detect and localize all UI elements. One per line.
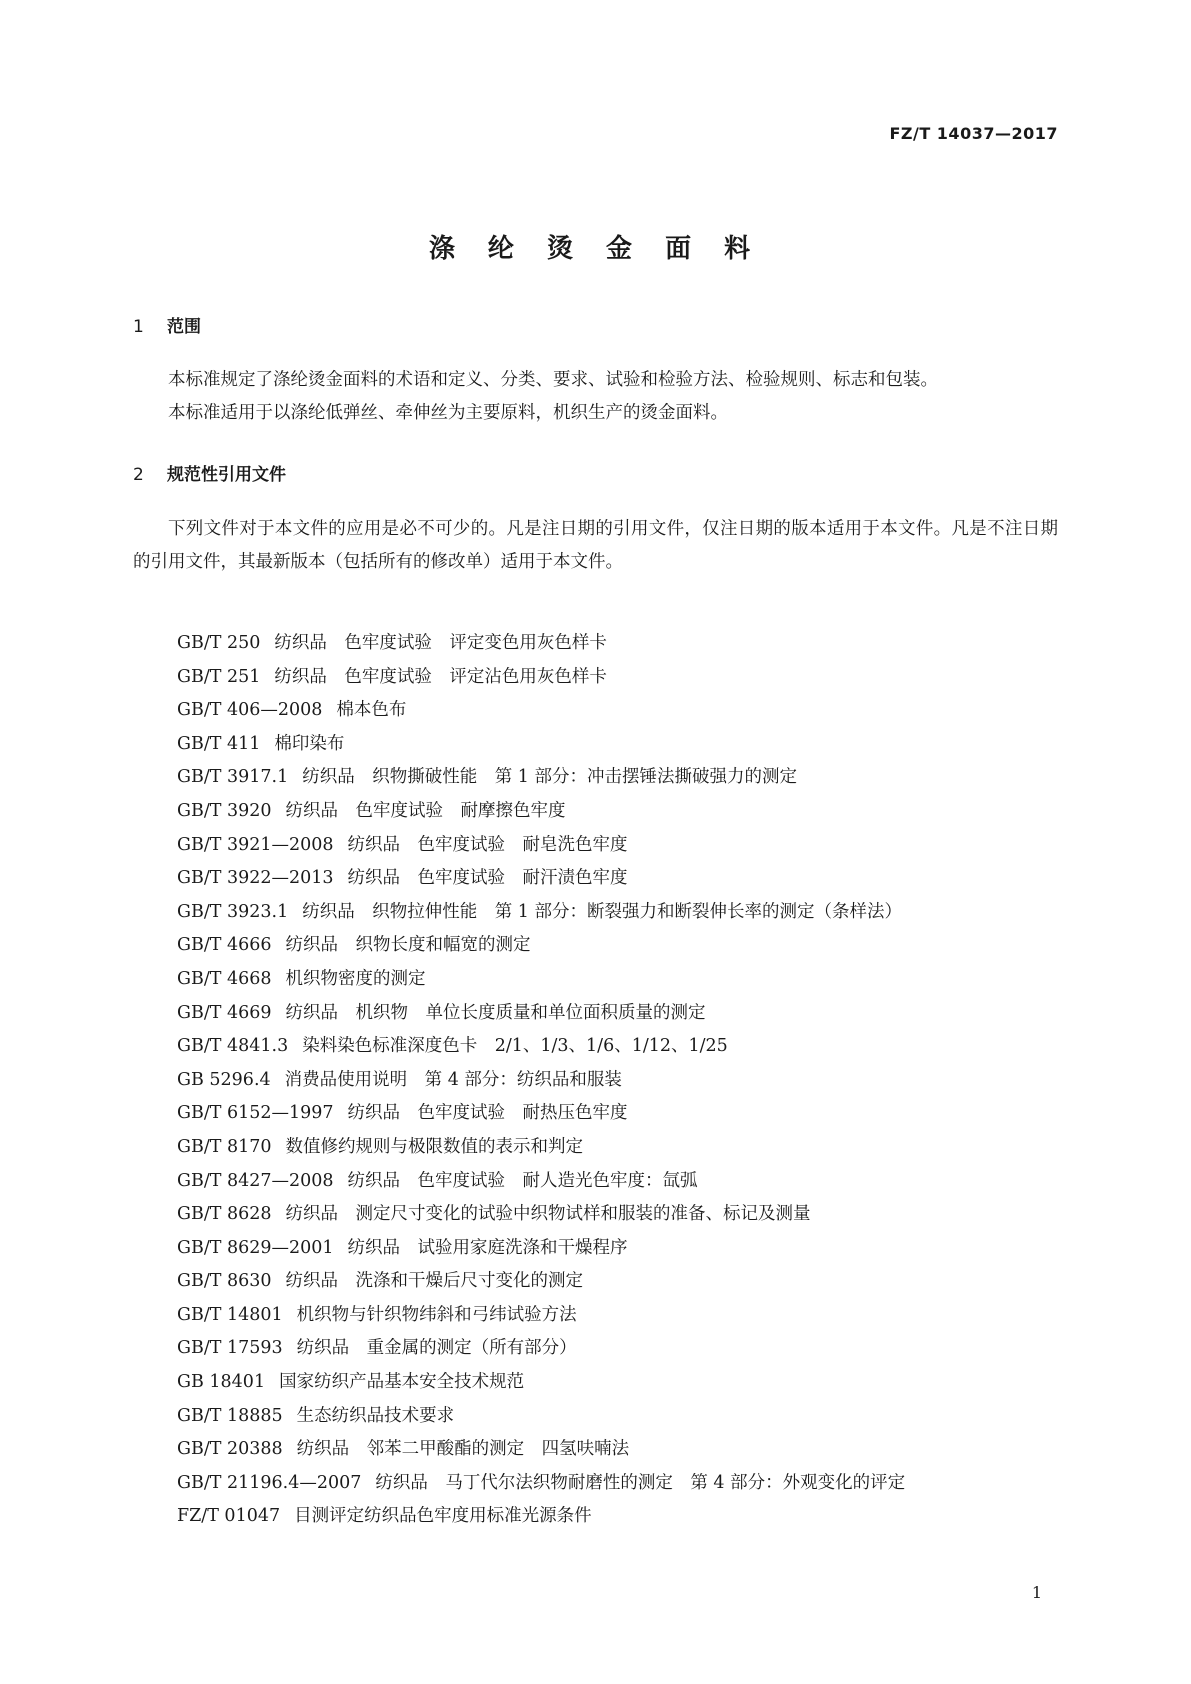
reference-code: GB/T 250	[177, 633, 261, 653]
reference-item	[177, 1433, 905, 1467]
document-title: 涤 纶 烫 金 面 料	[428, 234, 763, 264]
reference-code: GB/T 411	[177, 733, 261, 754]
reference-code: GB/T 4669	[177, 1002, 272, 1023]
section-1-heading	[133, 312, 201, 337]
reference-code: GB/T 8427—2008	[177, 1170, 334, 1191]
section-title: 范围	[167, 317, 201, 337]
reference-title: 纺织品 测定尺寸变化的试验中织物试样和服装的准备、标记及测量	[285, 1204, 811, 1225]
reference-item	[177, 1131, 905, 1165]
reference-item	[177, 929, 905, 963]
reference-title: 棉印染布	[274, 733, 345, 754]
reference-code: GB/T 20388	[177, 1439, 283, 1460]
reference-code: GB/T 6152—1997	[177, 1103, 334, 1124]
reference-code: GB/T 4668	[177, 968, 272, 989]
section-2-heading	[133, 460, 286, 485]
reference-item	[177, 1232, 905, 1266]
reference-code: GB/T 8628	[177, 1204, 272, 1225]
reference-title: 纺织品 马丁代尔法织物耐磨性的测定 第 4 部分：外观变化的评定	[375, 1472, 906, 1493]
reference-title: 纺织品 色牢度试验 耐汗渍色牢度	[347, 868, 628, 889]
reference-title: 目测评定纺织品色牢度用标准光源条件	[294, 1506, 592, 1527]
reference-code: GB/T 3922—2013	[177, 868, 334, 889]
reference-code: GB 5296.4	[177, 1069, 271, 1090]
reference-item	[177, 1165, 905, 1199]
reference-title: 机织物与针织物纬斜和弓纬试验方法	[296, 1304, 577, 1325]
paragraph: 本标准适用于以涤纶低弹丝、牵伸丝为主要原料，机织生产的烫金面料。	[168, 403, 728, 423]
reference-item	[177, 795, 905, 829]
reference-code: GB/T 3920	[177, 800, 272, 821]
reference-code: GB 18401	[177, 1372, 266, 1393]
reference-item	[177, 661, 905, 695]
reference-title: 染料染色标准深度色卡 2/1、1/3、1/6、1/12、1/25	[302, 1036, 728, 1057]
section-1-body	[133, 364, 1058, 430]
section-number: 2	[133, 465, 144, 485]
section-title: 规范性引用文件	[167, 465, 286, 485]
paragraph: 本标准规定了涤纶烫金面料的术语和定义、分类、要求、试验和检验方法、检验规则、标志和包装。	[168, 370, 938, 390]
reference-code: GB/T 3917.1	[177, 767, 289, 788]
reference-title: 纺织品 色牢度试验 耐热压色牢度	[347, 1103, 628, 1124]
reference-code: FZ/T 01047	[177, 1506, 281, 1527]
reference-code: GB/T 406—2008	[177, 700, 323, 721]
reference-title: 纺织品 织物撕破性能 第 1 部分：冲击摆锤法撕破强力的测定	[302, 767, 797, 788]
normative-references-list	[177, 627, 905, 1534]
reference-item	[177, 1030, 905, 1064]
reference-code: GB/T 3923.1	[177, 901, 289, 922]
reference-title: 纺织品 色牢度试验 耐摩擦色牢度	[285, 800, 566, 821]
reference-title: 纺织品 色牢度试验 评定沾色用灰色样卡	[274, 666, 607, 687]
reference-code: GB/T 4666	[177, 935, 272, 956]
reference-title: 纺织品 重金属的测定（所有部分）	[296, 1338, 577, 1359]
reference-title: 纺织品 邻苯二甲酸酯的测定 四氢呋喃法	[296, 1439, 630, 1460]
reference-title: 生态纺织品技术要求	[296, 1405, 455, 1426]
reference-item	[177, 1064, 905, 1098]
reference-item	[177, 862, 905, 896]
reference-code: GB/T 18885	[177, 1405, 283, 1426]
reference-item	[177, 896, 905, 930]
reference-title: 国家纺织产品基本安全技术规范	[279, 1372, 525, 1393]
reference-item	[177, 963, 905, 997]
reference-title: 数值修约规则与极限数值的表示和判定	[285, 1136, 584, 1157]
reference-code: GB/T 3921—2008	[177, 834, 334, 855]
section-2-body	[133, 513, 1058, 579]
paragraph: 下列文件对于本文件的应用是必不可少的。凡是注日期的引用文件，仅注日期的版本适用于本文件。凡是不注日期的引用文件，其最新版本（包括所有的修改单）适用于本文件。	[133, 519, 1058, 572]
reference-item	[177, 1366, 905, 1400]
reference-title: 棉本色布	[336, 700, 407, 721]
reference-item	[177, 997, 905, 1031]
reference-item	[177, 728, 905, 762]
reference-item	[177, 694, 905, 728]
reference-title: 机织物密度的测定	[285, 968, 426, 989]
reference-item	[177, 761, 905, 795]
reference-title: 纺织品 机织物 单位长度质量和单位面积质量的测定	[285, 1002, 706, 1023]
reference-title: 纺织品 织物长度和幅宽的测定	[285, 935, 531, 956]
reference-item	[177, 829, 905, 863]
reference-code: GB/T 21196.4—2007	[177, 1472, 362, 1493]
reference-code: GB/T 8630	[177, 1271, 272, 1292]
reference-code: GB/T 17593	[177, 1338, 283, 1359]
reference-code: GB/T 4841.3	[177, 1036, 289, 1057]
reference-item	[177, 1400, 905, 1434]
reference-code: GB/T 8170	[177, 1136, 272, 1157]
reference-item	[177, 627, 905, 661]
reference-item	[177, 1332, 905, 1366]
reference-item	[177, 1198, 905, 1232]
reference-item	[177, 1467, 905, 1501]
reference-title: 纺织品 色牢度试验 耐人造光色牢度：氙弧	[347, 1170, 698, 1191]
section-number: 1	[133, 317, 144, 337]
standard-code: FZ/T 14037—2017	[889, 124, 1058, 143]
reference-item	[177, 1500, 905, 1534]
reference-item	[177, 1299, 905, 1333]
reference-title: 纺织品 色牢度试验 耐皂洗色牢度	[347, 834, 628, 855]
reference-item	[177, 1097, 905, 1131]
reference-title: 纺织品 织物拉伸性能 第 1 部分：断裂强力和断裂伸长率的测定（条样法）	[302, 901, 902, 922]
reference-code: GB/T 14801	[177, 1304, 283, 1325]
reference-code: GB/T 251	[177, 666, 261, 687]
reference-code: GB/T 8629—2001	[177, 1237, 334, 1258]
page-number: 1	[1031, 1583, 1042, 1602]
reference-title: 纺织品 色牢度试验 评定变色用灰色样卡	[274, 633, 607, 653]
reference-title: 纺织品 洗涤和干燥后尺寸变化的测定	[285, 1271, 584, 1292]
reference-item	[177, 1265, 905, 1299]
reference-title: 纺织品 试验用家庭洗涤和干燥程序	[347, 1237, 628, 1258]
reference-title: 消费品使用说明 第 4 部分：纺织品和服装	[284, 1069, 622, 1090]
